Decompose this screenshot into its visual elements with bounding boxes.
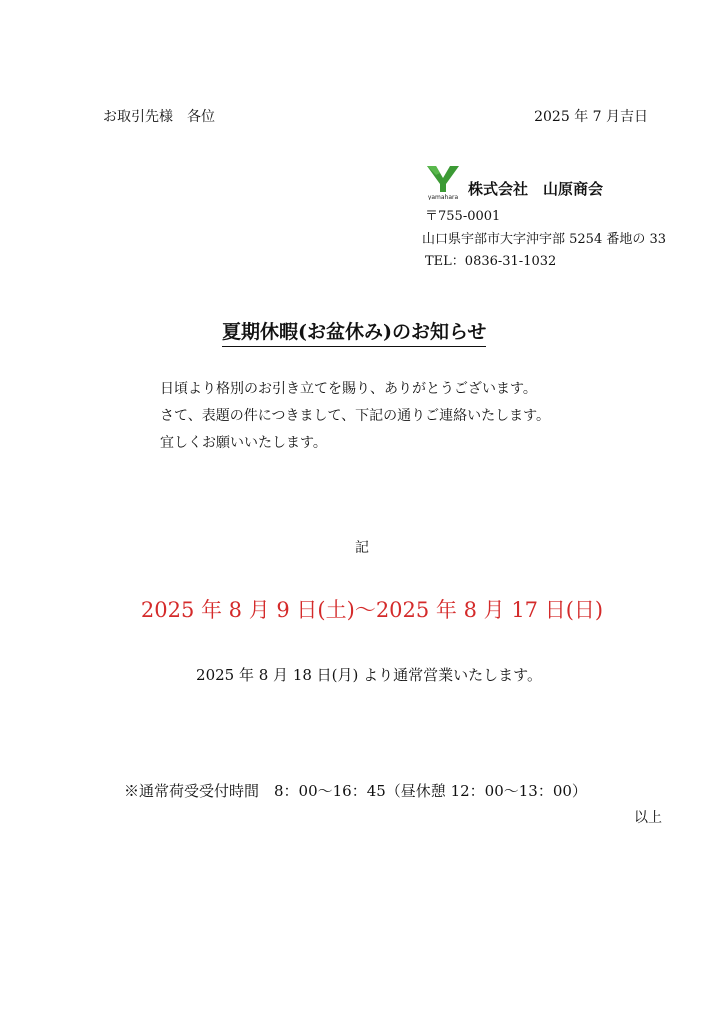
body-line: さて、表題の件につきまして、下記の通りご連絡いたします。 <box>160 408 551 424</box>
issue-date: 2025 年 7 月吉日 <box>534 109 648 125</box>
body-line: 日頃より格別のお引き立てを賜り、ありがとうございます。 <box>160 381 537 397</box>
receiving-hours: ※通常荷受受付時間 8：00～16：45（昼休憩 12：00～13：00） <box>124 782 587 800</box>
postal-code: 〒755-0001 <box>425 209 501 224</box>
ki-marker: 記 <box>355 540 369 556</box>
yamahara-logo-icon <box>425 164 461 200</box>
closing-mark: 以上 <box>634 810 662 826</box>
company-name: 株式会社 山原商会 <box>468 180 604 198</box>
holiday-period: 2025 年 8 月 9 日(土)～2025 年 8 月 17 日(日) <box>140 598 604 622</box>
body-line: 宜しくお願いいたします。 <box>160 435 327 451</box>
company-address: 山口県宇部市大字沖宇部 5254 番地の 33 <box>422 232 667 247</box>
resume-notice: 2025 年 8 月 18 日(月) より通常営業いたします。 <box>196 666 542 684</box>
document-title: 夏期休暇(お盆休み)のお知らせ <box>222 317 486 347</box>
company-tel: TEL：0836-31-1032 <box>425 254 557 269</box>
recipient-line: お取引先様 各位 <box>103 109 215 125</box>
logo-text: yamahara <box>427 194 459 200</box>
